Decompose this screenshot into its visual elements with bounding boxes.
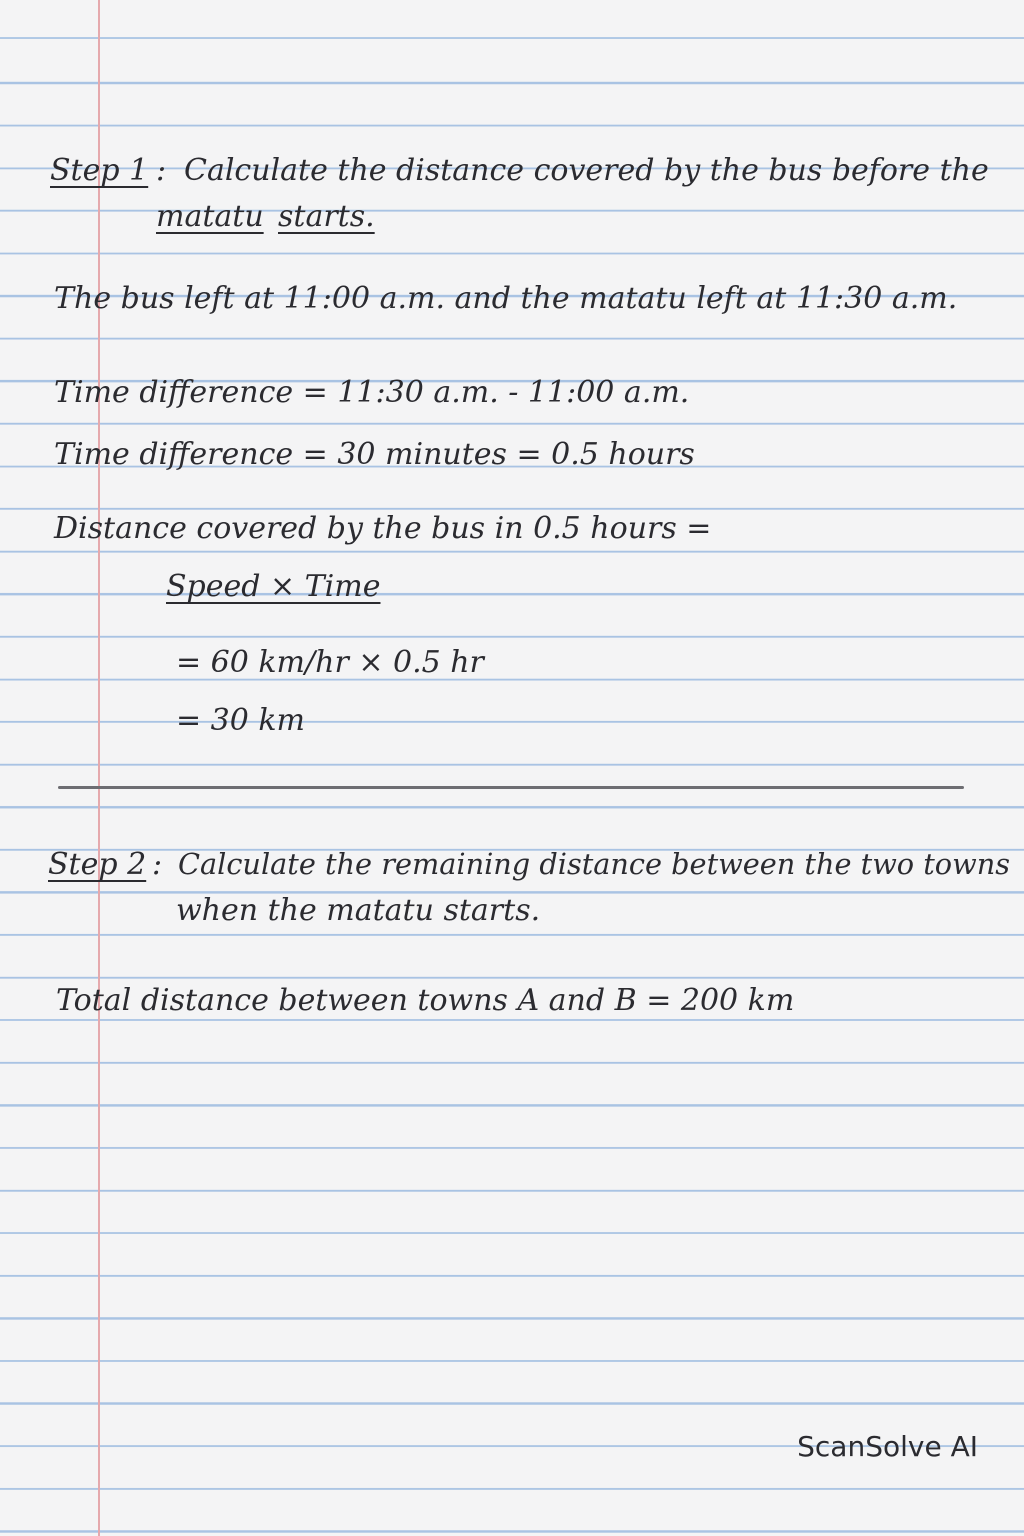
- time-difference-line-1: Time difference = 11:30 a.m. - 11:00 a.m.: [54, 375, 690, 410]
- bus-left-line: The bus left at 11:00 a.m. and the matatu left at 11:30 a.m.: [54, 281, 958, 316]
- calculation-line-1: = 60 km/hr × 0.5 hr: [176, 645, 484, 680]
- step1-title-word-matatu: matatu: [156, 199, 264, 234]
- step1-title-line1: Calculate the distance covered by the bus before the: [184, 153, 989, 188]
- step2-label: Step 2: [48, 847, 147, 882]
- total-distance-line: Total distance between towns A and B = 200 km: [56, 983, 795, 1018]
- brand-watermark: ScanSolve AI: [797, 1430, 978, 1463]
- step2-title-line2: when the matatu starts.: [176, 893, 541, 928]
- step2-colon: :: [152, 847, 163, 882]
- step1-colon: :: [156, 153, 167, 188]
- step2-title-line1: Calculate the remaining distance between the two towns: [178, 847, 1010, 881]
- formula-speed-time: Speed × Time: [166, 569, 381, 604]
- distance-intro-line: Distance covered by the bus in 0.5 hours =: [54, 511, 712, 546]
- step1-title-word-starts: starts.: [278, 199, 375, 234]
- margin-line: [98, 0, 100, 1536]
- section-divider: [58, 786, 964, 789]
- step1-label: Step 1: [50, 153, 149, 188]
- time-difference-line-2: Time difference = 30 minutes = 0.5 hours: [54, 437, 695, 472]
- calculation-line-2: = 30 km: [176, 703, 306, 738]
